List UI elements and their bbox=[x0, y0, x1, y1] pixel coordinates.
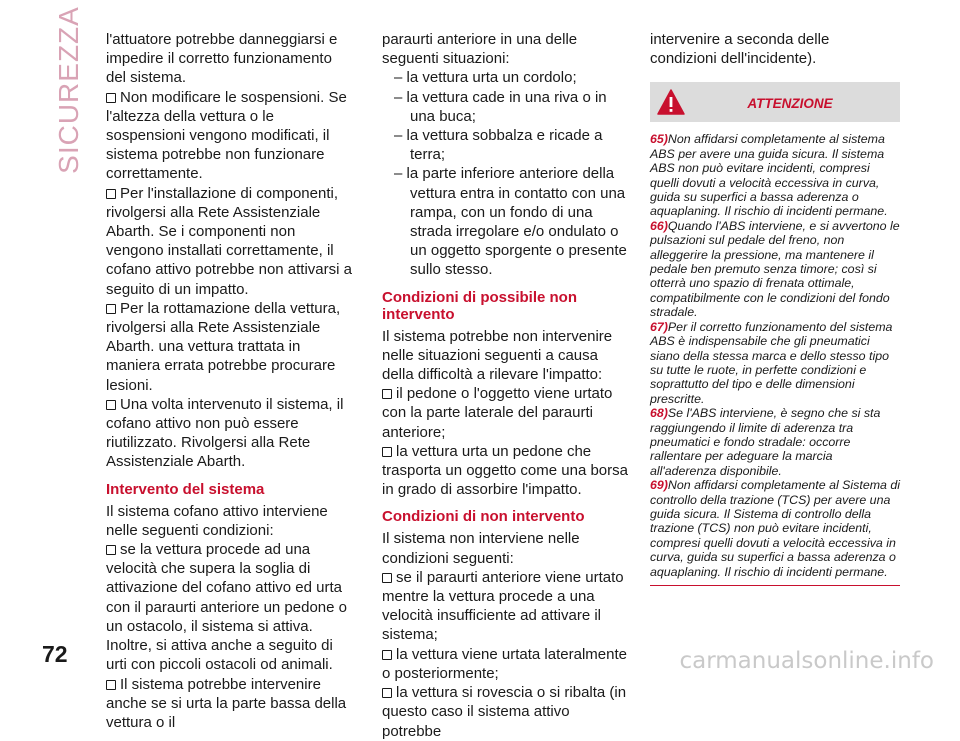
bullet-item: Il sistema potrebbe intervenire anche se si urta la parte bassa della vettura o il bbox=[106, 675, 347, 731]
bullet-item: se il paraurti anteriore viene urtato mentre la vettura procede a una velocità insufficiente ad attivare il sistema; bbox=[382, 568, 624, 644]
checkbox-bullet-icon bbox=[382, 447, 392, 457]
bullet-item: la vettura urta un pedone che trasporta un oggetto come una borsa in grado di assorbire l'impatto. bbox=[382, 442, 628, 499]
paragraph: intervenire a seconda delle condizioni dell'incidente). bbox=[650, 31, 830, 68]
checkbox-bullet-icon bbox=[106, 680, 116, 690]
column-right bbox=[650, 30, 900, 586]
checkbox-bullet-icon bbox=[382, 688, 392, 698]
bullet-item: Per l'installazione di componenti, rivolgersi alla Rete Assistenziale Abarth. Se i componenti non vengono installati correttamente, il cofano attivo potrebbe non attivarsi a seguito di un impatto. bbox=[106, 184, 352, 298]
bullet-item: Per la rottamazione della vettura, rivolgersi alla Rete Assistenziale Abarth. una vettura trattata in maniera errata potrebbe procurare lesioni. bbox=[106, 299, 341, 394]
checkbox-bullet-icon bbox=[382, 650, 392, 660]
warning-number: 66) bbox=[650, 218, 668, 233]
paragraph: Il sistema cofano attivo interviene nelle seguenti condizioni: bbox=[106, 502, 328, 539]
warning-item: 67)Per il corretto funzionamento del sistema ABS è indispensabile che gli pneumatici siano della stessa marca e dello stesso tipo su tutte le ruote, in perfette condizioni e soprattutto del tipo e delle dimensioni prescritte. bbox=[650, 319, 893, 406]
bullet-item: la vettura si rovescia o si ribalta (in questo caso il sistema attivo potrebbe bbox=[382, 684, 627, 740]
warning-item: 68)Se l'ABS interviene, è segno che si sta raggiungendo il limite di aderenza tra pneumatici e fondo stradale: occorre rallentare per adeguare la marcia all'aderenza disponibile. bbox=[650, 406, 881, 478]
section-heading: Intervento del sistema bbox=[106, 480, 265, 498]
paragraph: l'attuatore potrebbe danneggiarsi e impedire il corretto funzionamento del sistema. bbox=[106, 31, 338, 87]
section-tab-label: SICUREZZA bbox=[53, 6, 84, 174]
section-tab bbox=[52, 6, 86, 174]
bullet-item: Non modificare le sospensioni. Se l'altezza della vettura o le sospensioni vengono modificati, il sistema potrebbe non funzionare correttamente. bbox=[106, 88, 347, 183]
bullet-item: Una volta intervenuto il sistema, il cofano attivo non può essere riutilizzato. Rivolgersi alla Rete Assistenziale Abarth. bbox=[106, 395, 344, 471]
dash-item: – la vettura cade in una riva o in una buca; bbox=[394, 88, 607, 125]
page-number: 72 bbox=[42, 641, 68, 667]
column-middle bbox=[382, 30, 630, 741]
checkbox-bullet-icon bbox=[106, 189, 116, 199]
checkbox-bullet-icon bbox=[106, 304, 116, 314]
section-heading: Condizioni di non intervento bbox=[382, 508, 585, 526]
checkbox-bullet-icon bbox=[106, 545, 116, 555]
warning-number: 65) bbox=[650, 132, 668, 147]
checkbox-bullet-icon bbox=[382, 573, 392, 583]
column-left bbox=[106, 30, 354, 732]
checkbox-bullet-icon bbox=[382, 389, 392, 399]
warning-number: 68) bbox=[650, 406, 668, 421]
bullet-item: se la vettura procede ad una velocità che supera la soglia di attivazione del cofano attivo ed urta con il paraurti anteriore un pedone o un ostacolo, il sistema si attiva. Inoltre, si attiva anche a seguito di urti con piccoli ostacoli od animali. bbox=[106, 541, 347, 674]
dash-item: – la vettura sobbalza e ricade a terra; bbox=[394, 127, 603, 164]
section-heading: Condizioni di possibile non intervento bbox=[382, 288, 577, 323]
warning-item: 66)Quando l'ABS interviene, e si avvertono le pulsazioni sul pedale del freno, non alleggerire la pressione, ma mantenere il pedale ben premuto senza timore; così si otterrà uno spazio di frenata ottimale, compatibilmente con le condizioni del fondo stradale. bbox=[650, 218, 900, 320]
paragraph: Il sistema non interviene nelle condizioni seguenti: bbox=[382, 530, 580, 567]
warning-item: 65)Non affidarsi completamente al sistema ABS per avere una guida sicura. Il sistema ABS non può evitare incidenti, compresi quelli dovuti a velocità eccessiva in curva, guida su superfici a bassa aderenza o aquaplaning. Il rischio di incidenti permane. bbox=[650, 132, 888, 219]
dash-item: – la parte inferiore anteriore della vettura entra in contatto con una rampa, con un fondo di una strada irregolare e/o ondulato o un oggetto sporgente o presente sullo stesso. bbox=[394, 165, 627, 279]
warning-title: ATTENZIONE bbox=[747, 96, 833, 112]
warning-item: 69)Non affidarsi completamente al Sistema di controllo della trazione (TCS) per avere una guida sicura. Il Sistema di controllo della trazione (TCS) non può evitare incidenti, compresi quelli dovuti a velocità eccessiva in curva, guida su superfici a bassa aderenza o aquaplaning. Il rischio di incidenti permane. bbox=[650, 478, 901, 579]
checkbox-bullet-icon bbox=[106, 93, 116, 103]
warning-number: 69) bbox=[650, 478, 668, 493]
checkbox-bullet-icon bbox=[106, 400, 116, 410]
bullet-item: la vettura viene urtata lateralmente o posteriormente; bbox=[382, 645, 627, 682]
bullet-item: il pedone o l'oggetto viene urtato con la parte laterale del paraurti anteriore; bbox=[382, 385, 613, 441]
dash-item: – la vettura urta un cordolo; bbox=[394, 69, 577, 87]
paragraph: paraurti anteriore in una delle seguenti situazioni: bbox=[382, 31, 578, 68]
watermark: carmanualsonline.info bbox=[679, 648, 934, 674]
warning-header bbox=[650, 82, 900, 122]
warning-body bbox=[650, 132, 900, 586]
paragraph: Il sistema potrebbe non intervenire nelle situazioni seguenti a causa della difficoltà a rilevare l'impatto: bbox=[382, 327, 613, 384]
warning-number: 67) bbox=[650, 319, 668, 334]
